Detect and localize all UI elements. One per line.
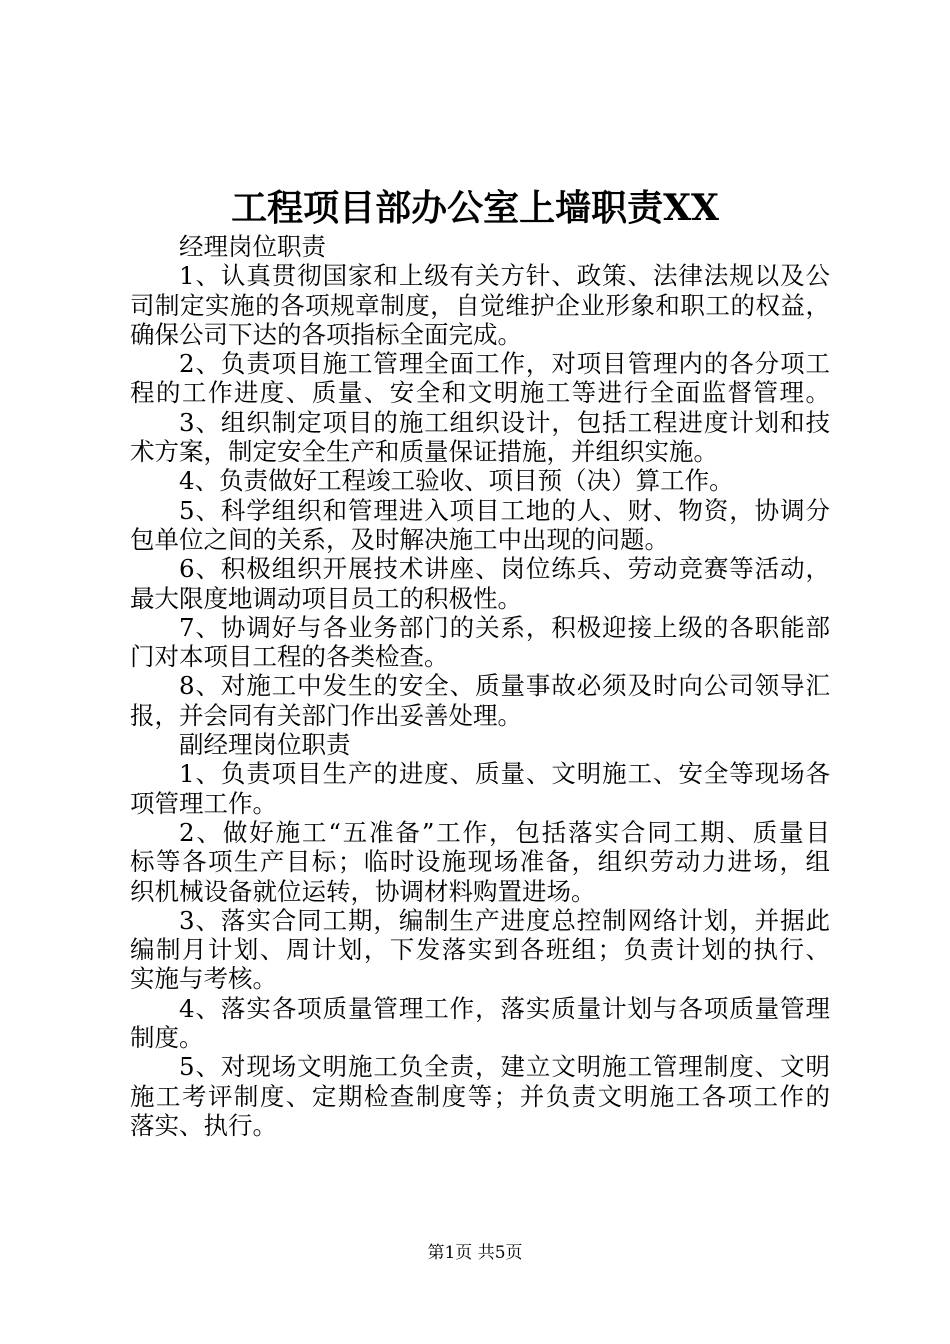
text-line: 编制月计划、周计划，下发落实到各班组；负责计划的执行、 xyxy=(130,935,830,965)
text-line: 6、积极组织开展技术讲座、岗位练兵、劳动竞赛等活动， xyxy=(179,554,830,584)
text-line: 8、对施工中发生的安全、质量事故必须及时向公司领导汇 xyxy=(179,671,830,701)
text-line: 1、认真贯彻国家和上级有关方针、政策、法律法规以及公 xyxy=(179,261,830,291)
text-line: 3、落实合同工期，编制生产进度总控制网络计划，并据此 xyxy=(179,905,830,935)
text-line: 5、科学组织和管理进入项目工地的人、财、物资，协调分 xyxy=(179,495,830,525)
text-line: 项管理工作。 xyxy=(130,788,277,818)
text-line: 术方案，制定安全生产和质量保证措施，并组织实施。 xyxy=(130,437,718,467)
text-line: 门对本项目工程的各类检查。 xyxy=(130,642,449,672)
document-body xyxy=(130,232,830,1140)
text-line: 4、负责做好工程竣工验收、项目预（决）算工作。 xyxy=(179,466,734,496)
text-line: 报，并会同有关部门作出妥善处理。 xyxy=(130,700,522,730)
text-line: 确保公司下达的各项指标全面完成。 xyxy=(130,319,522,349)
text-line: 2、负责项目施工管理全面工作，对项目管理内的各分项工 xyxy=(179,349,830,379)
text-line: 落实、执行。 xyxy=(130,1110,277,1140)
text-line: 7、协调好与各业务部门的关系，积极迎接上级的各职能部 xyxy=(179,612,830,642)
text-line: 包单位之间的关系，及时解决施工中出现的问题。 xyxy=(130,524,669,554)
page-footer: 第1页 共5页 xyxy=(427,1243,523,1263)
section-heading: 副经理岗位职责 xyxy=(179,730,351,760)
text-line: 3、组织制定项目的施工组织设计，包括工程进度计划和技 xyxy=(179,407,830,437)
text-line: 织机械设备就位运转，协调材料购置进场。 xyxy=(130,876,596,906)
text-line: 1、负责项目生产的进度、质量、文明施工、安全等现场各 xyxy=(179,759,830,789)
text-line: 程的工作进度、质量、安全和文明施工等进行全面监督管理。 xyxy=(130,378,830,408)
text-line: 4、落实各项质量管理工作，落实质量计划与各项质量管理 xyxy=(179,993,830,1023)
text-line: 施工考评制度、定期检查制度等；并负责文明施工各项工作的 xyxy=(130,1081,830,1111)
text-line: 制度。 xyxy=(130,1023,204,1053)
text-line: 5、对现场文明施工负全责，建立文明施工管理制度、文明 xyxy=(179,1052,830,1082)
text-line: 标等各项生产目标；临时设施现场准备，组织劳动力进场，组 xyxy=(130,847,830,877)
page-title: 工程项目部办公室上墙职责XX xyxy=(231,187,719,229)
text-line: 司制定实施的各项规章制度，自觉维护企业形象和职工的权益， xyxy=(130,290,830,320)
text-line: 2、做好施工“五准备”工作，包括落实合同工期、质量目 xyxy=(179,817,830,847)
text-line: 实施与考核。 xyxy=(130,964,277,994)
text-line: 最大限度地调动项目员工的积极性。 xyxy=(130,583,522,613)
section-heading: 经理岗位职责 xyxy=(179,232,326,261)
